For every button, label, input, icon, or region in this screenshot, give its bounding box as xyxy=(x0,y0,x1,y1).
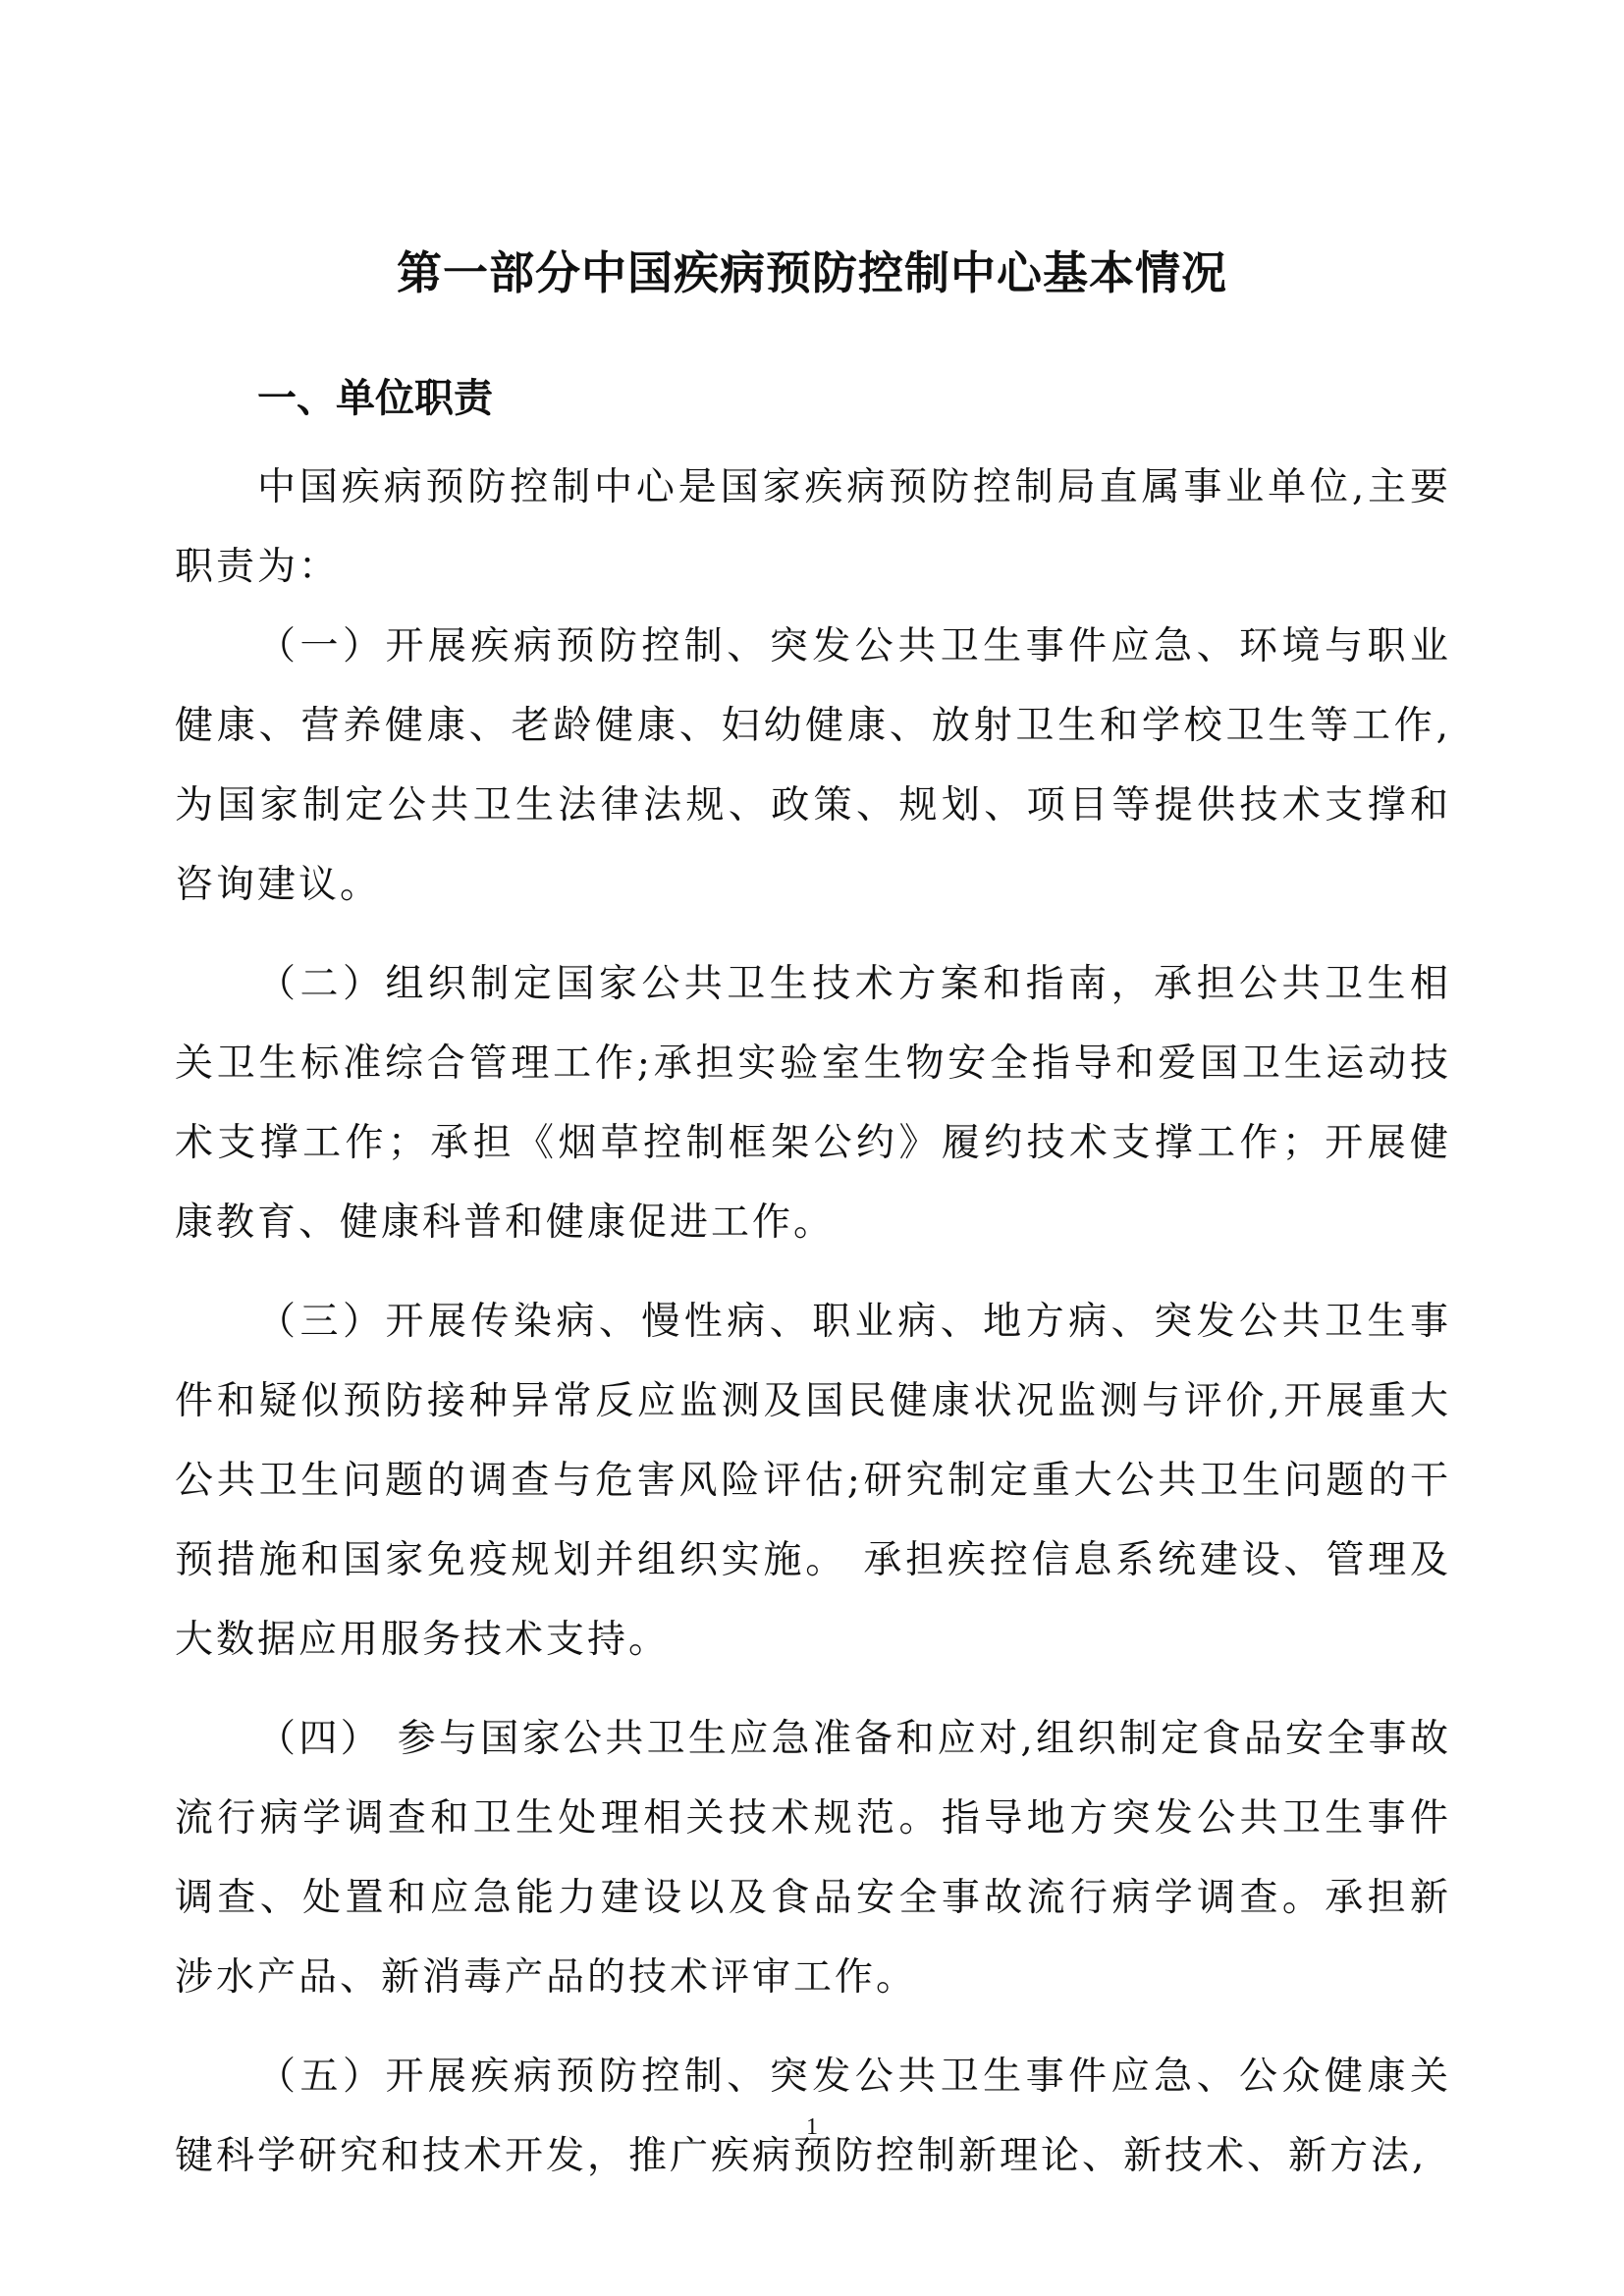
paragraph-item-3: （三）开展传染病、慢性病、职业病、地方病、突发公共卫生事件和疑似预防接种异常反应监测及国民健康状况监测与评价,开展重大公共卫生问题的调查与危害风险评估;研究制定重大公共卫生问题的干预措施和国家免疫规划并组织实施。 承担疾控信息系统建设、管理及大数据应用服务技术支持。 xyxy=(175,1300,1451,1662)
page-title: 第一部分中国疾病预防控制中心基本情况 xyxy=(397,246,1227,299)
page-number: 1 xyxy=(806,2114,818,2140)
body-text xyxy=(175,448,1451,2196)
paragraph-item-1: （一）开展疾病预防控制、突发公共卫生事件应急、环境与职业健康、营养健康、老龄健康、妇幼健康、放射卫生和学校卫生等工作,为国家制定公共卫生法律法规、政策、规划、项目等提供技术支撑和咨询建议。 xyxy=(175,624,1451,907)
paragraph-item-2: （二）组织制定国家公共卫生技术方案和指南，承担公共卫生相关卫生标准综合管理工作;承担实验室生物安全指导和爱国卫生运动技术支撑工作；承担《烟草控制框架公约》履约技术支撑工作；开展健康教育、健康科普和健康促进工作。 xyxy=(175,962,1451,1245)
paragraph-intro: 中国疾病预防控制中心是国家疾病预防控制局直属事业单位,主要职责为： xyxy=(175,465,1451,589)
paragraph-item-5: （五）开展疾病预防控制、突发公共卫生事件应急、公众健康关键科学研究和技术开发，推广疾病预防控制新理论、新技术、新方法, xyxy=(175,2055,1451,2178)
paragraph-item-4: （四） 参与国家公共卫生应急准备和应对,组织制定食品安全事故流行病学调查和卫生处理相关技术规范。指导地方突发公共卫生事件调查、处置和应急能力建设以及食品安全事故流行病学调查。承担新涉水产品、新消毒产品的技术评审工作。 xyxy=(175,1717,1451,2000)
section-heading: 一、单位职责 xyxy=(257,376,493,421)
